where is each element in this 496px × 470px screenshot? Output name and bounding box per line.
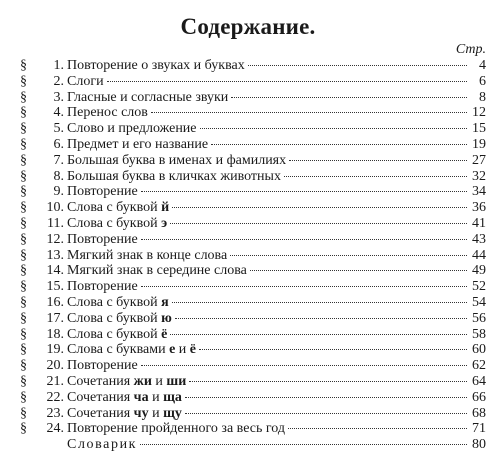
entry-page-number: 64 [472, 373, 486, 389]
section-mark: § [20, 215, 27, 231]
entry-title-text: Сочетания [67, 405, 134, 421]
dot-leader [211, 144, 467, 145]
dot-leader [141, 239, 467, 240]
highlighted-letters: э [161, 215, 168, 231]
highlighted-letters: ща [163, 389, 182, 405]
dot-leader [175, 318, 467, 319]
entry-title-text: и [148, 389, 164, 405]
entry-number: 10. [46, 200, 64, 216]
entry-page-number: 8 [479, 89, 486, 105]
entry-number: 1. [53, 58, 64, 73]
section-mark: § [20, 389, 27, 405]
entry-title [67, 169, 281, 185]
toc-entry [20, 263, 486, 279]
entry-page-number: 71 [472, 421, 486, 437]
dot-leader [151, 112, 467, 113]
dot-leader [141, 191, 467, 192]
section-mark: § [20, 421, 27, 437]
entry-title [67, 421, 285, 437]
page-column-header: Стр. [455, 42, 486, 57]
entry-title-text: и [175, 342, 190, 358]
entry-page-number: 54 [472, 294, 486, 310]
entry-number: 12. [46, 231, 64, 247]
entry-title-text: Повторение [67, 184, 138, 200]
dot-leader [172, 207, 467, 208]
dot-leader [170, 223, 467, 224]
dot-leader [185, 397, 467, 398]
toc-entry [20, 200, 486, 216]
dot-leader [189, 381, 467, 382]
highlighted-letters: щу [163, 405, 182, 421]
highlighted-letters: ю [161, 310, 172, 326]
entry-title-text: Перенос слов [67, 105, 148, 121]
dot-leader [248, 65, 467, 66]
toc-list [20, 58, 486, 453]
dot-leader [199, 349, 467, 350]
page-title: Содержание. [180, 14, 316, 39]
entry-title-text: Повторение пройденного за весь год [67, 421, 285, 437]
toc-entry [20, 137, 486, 153]
entry-title-text: Слова с буквой [67, 326, 162, 342]
entry-title-text: Мягкий знак в конце слова [67, 247, 228, 263]
dot-leader [107, 81, 467, 82]
entry-title [67, 437, 137, 453]
toc-entry [20, 342, 486, 358]
entry-number: 11. [47, 215, 64, 231]
entry-title-text: Слова с буквами [67, 342, 170, 358]
toc-entry [20, 90, 486, 106]
entry-title-text: и [151, 373, 167, 389]
entry-title [67, 263, 247, 279]
entry-number: 19. [46, 342, 64, 358]
dot-leader [288, 428, 467, 429]
toc-entry [20, 58, 486, 74]
toc-entry [20, 105, 486, 121]
entry-page-number: 58 [472, 326, 486, 342]
entry-title [67, 406, 182, 422]
section-mark: § [20, 168, 27, 184]
entry-title-text: Слоги [67, 73, 104, 89]
entry-title [67, 327, 167, 343]
entry-title-text: Слова с буквой [67, 294, 162, 310]
entry-page-number: 19 [472, 136, 486, 152]
entry-title [67, 390, 182, 406]
entry-number: 15. [46, 279, 64, 295]
section-mark: § [20, 58, 27, 73]
entry-page-number: 44 [472, 247, 486, 263]
section-mark: § [20, 184, 27, 200]
entry-page-number: 27 [472, 152, 486, 168]
section-mark: § [20, 89, 27, 105]
entry-number: 6. [53, 136, 64, 152]
entry-number: 16. [46, 294, 64, 310]
section-mark: § [20, 231, 27, 247]
entry-title [67, 200, 169, 216]
highlighted-letters: ши [166, 373, 187, 389]
entry-page-number: 52 [472, 279, 486, 295]
dot-leader [185, 413, 467, 414]
entry-page-number: 43 [472, 231, 486, 247]
dot-leader [250, 270, 467, 271]
toc-entry [20, 358, 486, 374]
entry-title [67, 311, 172, 327]
entry-number: 9. [53, 184, 64, 200]
section-mark: § [20, 358, 27, 374]
toc-entry [20, 232, 486, 248]
highlighted-letters: ча [133, 389, 149, 405]
dot-leader [289, 160, 467, 161]
entry-title [67, 74, 104, 90]
entry-number: 13. [46, 247, 64, 263]
entry-title-text: Сочетания [67, 389, 134, 405]
entry-title-text: Повторение [67, 279, 138, 295]
entry-title [67, 358, 138, 374]
highlighted-letters: я [161, 294, 169, 310]
entry-page-number: 80 [472, 437, 486, 453]
section-mark: § [20, 279, 27, 295]
entry-page-number: 41 [472, 215, 486, 231]
highlighted-letters: е [169, 342, 176, 358]
entry-number: 22. [46, 389, 64, 405]
entry-number: 8. [53, 168, 64, 184]
entry-number: 14. [46, 263, 64, 279]
entry-title-text: и [148, 405, 164, 421]
entry-number: 17. [46, 310, 64, 326]
section-mark: § [20, 342, 27, 358]
toc-entry [20, 374, 486, 390]
entry-number: 7. [53, 152, 64, 168]
highlighted-letters: й [161, 200, 170, 216]
section-mark: § [20, 294, 27, 310]
toc-entry [20, 279, 486, 295]
section-mark: § [20, 136, 27, 152]
toc-entry [20, 121, 486, 137]
entry-title [67, 121, 197, 137]
highlighted-letters: жи [133, 373, 152, 389]
dot-leader [284, 176, 467, 177]
toc-entry [20, 248, 486, 264]
entry-title [67, 374, 186, 390]
entry-title-text: Слово и предложение [67, 121, 197, 137]
entry-number: 20. [46, 358, 64, 374]
highlighted-letters: ё [161, 326, 168, 342]
entry-page-number: 60 [472, 342, 486, 358]
entry-page-number: 6 [479, 73, 486, 89]
entry-page-number: 62 [472, 358, 486, 374]
toc-entry [20, 184, 486, 200]
entry-title [67, 248, 227, 264]
highlighted-letters: ё [189, 342, 196, 358]
entry-title-text: Слова с буквой [67, 310, 162, 326]
dot-leader [200, 128, 467, 129]
entry-number: 23. [46, 405, 64, 421]
entry-number: 2. [53, 73, 64, 89]
entry-number: 18. [46, 326, 64, 342]
toc-entry [20, 169, 486, 185]
entry-title-text: Повторение о звуках и буквах [67, 58, 245, 73]
toc-entry [20, 153, 486, 169]
toc-entry [20, 406, 486, 422]
entry-page-number: 15 [472, 121, 486, 137]
dot-leader [140, 444, 467, 445]
section-mark: § [20, 310, 27, 326]
dot-leader [170, 334, 467, 335]
entry-title [67, 58, 245, 74]
toc-entry [20, 437, 486, 453]
entry-title-text: Повторение [67, 231, 138, 247]
entry-title [67, 342, 196, 358]
entry-number: 5. [53, 121, 64, 137]
entry-page-number: 36 [472, 200, 486, 216]
toc-entry [20, 327, 486, 343]
dot-leader [230, 255, 467, 256]
section-mark: § [20, 247, 27, 263]
section-mark: § [20, 200, 27, 216]
entry-title-text: Словарик [67, 437, 138, 453]
entry-page-number: 66 [472, 389, 486, 405]
entry-title [67, 232, 138, 248]
entry-title [67, 137, 208, 153]
dot-leader [141, 286, 467, 287]
toc-entry [20, 295, 486, 311]
entry-title [67, 153, 286, 169]
section-mark: § [20, 152, 27, 168]
entry-title [67, 279, 138, 295]
section-mark: § [20, 263, 27, 279]
entry-title-text: Слова с буквой [67, 215, 162, 231]
entry-title [67, 184, 138, 200]
entry-title [67, 216, 167, 232]
entry-page-number: 32 [472, 168, 486, 184]
section-mark: § [20, 326, 27, 342]
entry-page-number: 56 [472, 310, 486, 326]
dot-leader [231, 97, 467, 98]
highlighted-letters: чу [133, 405, 149, 421]
entry-title-text: Предмет и его название [67, 136, 209, 152]
section-mark: § [20, 105, 27, 121]
entry-title [67, 90, 228, 106]
section-mark: § [20, 121, 27, 137]
entry-number: 4. [53, 105, 64, 121]
entry-title-text: Сочетания [67, 373, 134, 389]
entry-number: 21. [46, 373, 64, 389]
entry-page-number: 34 [472, 184, 486, 200]
entry-page-number: 49 [472, 263, 486, 279]
dot-leader [172, 302, 467, 303]
section-mark: § [20, 73, 27, 89]
toc-entry [20, 216, 486, 232]
toc-entry [20, 421, 486, 437]
entry-number: 24. [46, 421, 64, 437]
entry-title-text: Повторение [67, 358, 138, 374]
entry-title-text: Большая буква в именах и фамилиях [67, 152, 287, 168]
entry-title [67, 105, 148, 121]
entry-title [67, 295, 169, 311]
entry-page-number: 4 [479, 58, 486, 73]
dot-leader [141, 365, 467, 366]
toc-entry [20, 390, 486, 406]
entry-page-number: 68 [472, 405, 486, 421]
entry-title-text: Гласные и согласные звуки [67, 89, 229, 105]
toc-entry [20, 311, 486, 327]
section-mark: § [20, 373, 27, 389]
entry-title-text: Большая буква в кличках животных [67, 168, 281, 184]
entry-page-number: 12 [472, 105, 486, 121]
entry-title-text: Мягкий знак в середине слова [67, 263, 247, 279]
toc-entry [20, 74, 486, 90]
entry-number: 3. [53, 89, 64, 105]
section-mark: § [20, 405, 27, 421]
entry-title-text: Слова с буквой [67, 200, 162, 216]
